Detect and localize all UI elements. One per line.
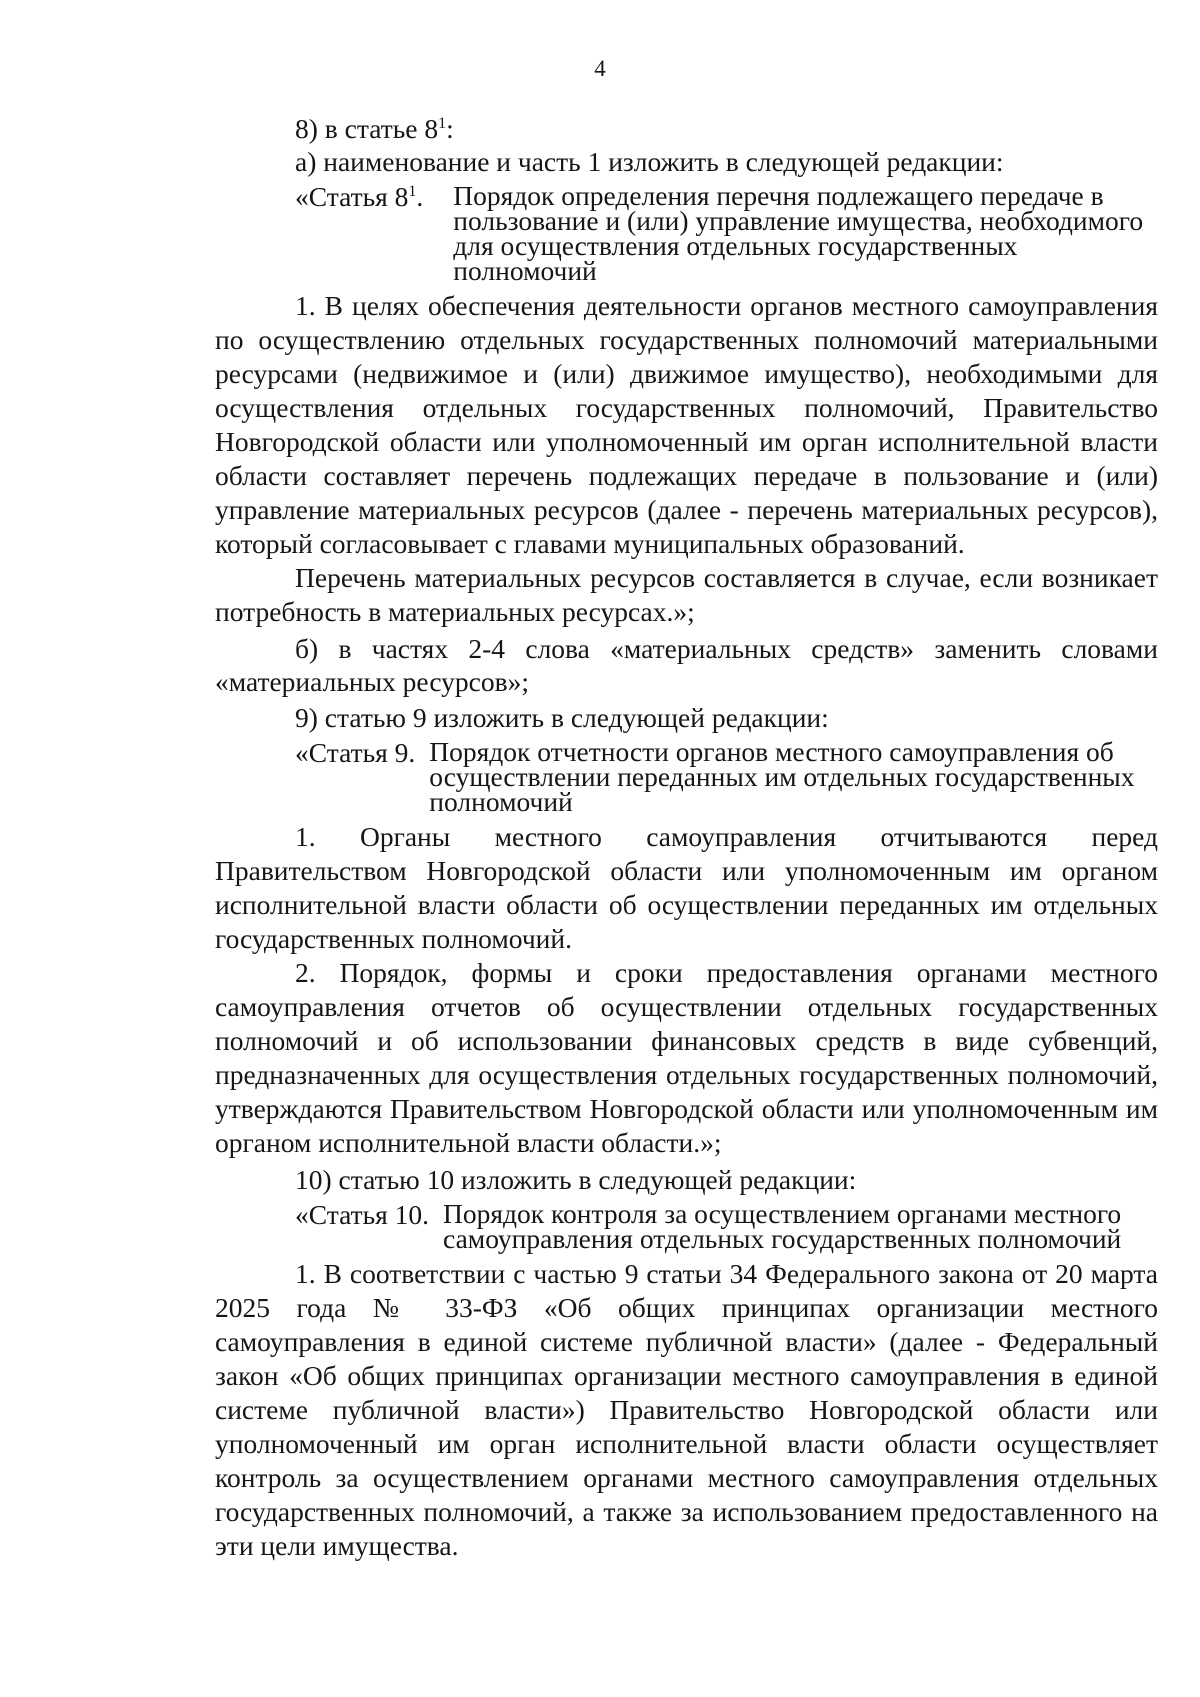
article-9-label: «Статья 9. (295, 737, 416, 768)
article-9-title: Порядок отчетности органов местного самоуправления об осуществлении переданных им отдельных государственных полномочий (429, 736, 1135, 817)
article-10-body (215, 1257, 1158, 1563)
article-10-title: Порядок контроля за осуществлением органами местного самоуправления отдельных государственных полномочий (443, 1198, 1122, 1254)
amendment-item-10: 10) статью 10 изложить в следующей редакции: (295, 1164, 857, 1195)
article-8-1-label-dot: . (416, 181, 424, 212)
article-8-1-label-text: «Статья 8 (295, 181, 409, 212)
article-8-1-body (215, 289, 1158, 629)
subitem-a: а) наименование и часть 1 изложить в следующей редакции: (295, 146, 1004, 177)
amendment-item-8-colon: : (446, 113, 454, 144)
amendment-item-8 (215, 112, 1158, 145)
paragraph: 1. В соответствии с частью 9 статьи 34 Федерального закона от 20 марта 2025 года № 33-ФЗ «Об общих принципах организации местного самоуправления в единой системе публичной власти» (далее - Федеральный закон «Об общих принципах организации местного самоуправления в единой системе публичной власти») Правительство Новгородской области или уполномоченный им орган исполнительной власти области осуществляет контроль за осуществлением органами местного самоуправления отдельных государственных полномочий, а также за использованием предоставленного на эти цели имущества. (215, 1258, 1158, 1561)
article-8-1-title: Порядок определения перечня подлежащего передаче в пользование и (или) управление имущества, необходимого для осуществления отдельных государственных полномочий (453, 180, 1144, 286)
amendment-item-8-text: 8) в статье 8 (295, 113, 439, 144)
article-8-1-heading (215, 180, 1158, 286)
article-9-heading (215, 736, 1158, 817)
subitem-b: б) в частях 2-4 слова «материальных средств» заменить словами «материальных ресурсов»; (215, 633, 1158, 697)
paragraph: 2. Порядок, формы и сроки предоставления органами местного самоуправления отчетов об осуществлении отдельных государственных полномочий и об использовании финансовых средств в виде субвенций, предназначенных для осуществления отдельных государственных полномочий, утверждаются Правительством Новгородской области или уполномоченным им органом исполнительной власти области.»; (215, 957, 1158, 1158)
superscript: 1 (438, 115, 447, 132)
amendment-item-9: 9) статью 9 изложить в следующей редакции: (295, 702, 829, 733)
paragraph: 1. В целях обеспечения деятельности органов местного самоуправления по осуществлению отдельных государственных полномочий материальными ресурсами (недвижимое и (или) движимое имущество), необходимыми для осуществления отдельных государственных полномочий, Правительство Новгородской области или уполномоченный им орган исполнительной власти области составляет перечень подлежащих передаче в пользование и (или) управление материальных ресурсов (далее - перечень материальных ресурсов), который согласовывает с главами муниципальных образований. (215, 290, 1158, 559)
article-10-label: «Статья 10. (295, 1199, 430, 1230)
page-number: 4 (594, 56, 606, 81)
article-8-1-label (215, 180, 423, 283)
paragraph: 1. Органы местного самоуправления отчитываются перед Правительством Новгородской области или уполномоченным им органом исполнительной власти области об осуществлении переданных им отдельных государственных полномочий. (215, 821, 1158, 954)
paragraph: Перечень материальных ресурсов составляется в случае, если возникает потребность в материальных ресурсах.»; (215, 562, 1158, 627)
document-body (215, 112, 1158, 1563)
article-10-heading (215, 1198, 1158, 1254)
article-9-body (215, 820, 1158, 1160)
superscript: 1 (408, 183, 417, 200)
